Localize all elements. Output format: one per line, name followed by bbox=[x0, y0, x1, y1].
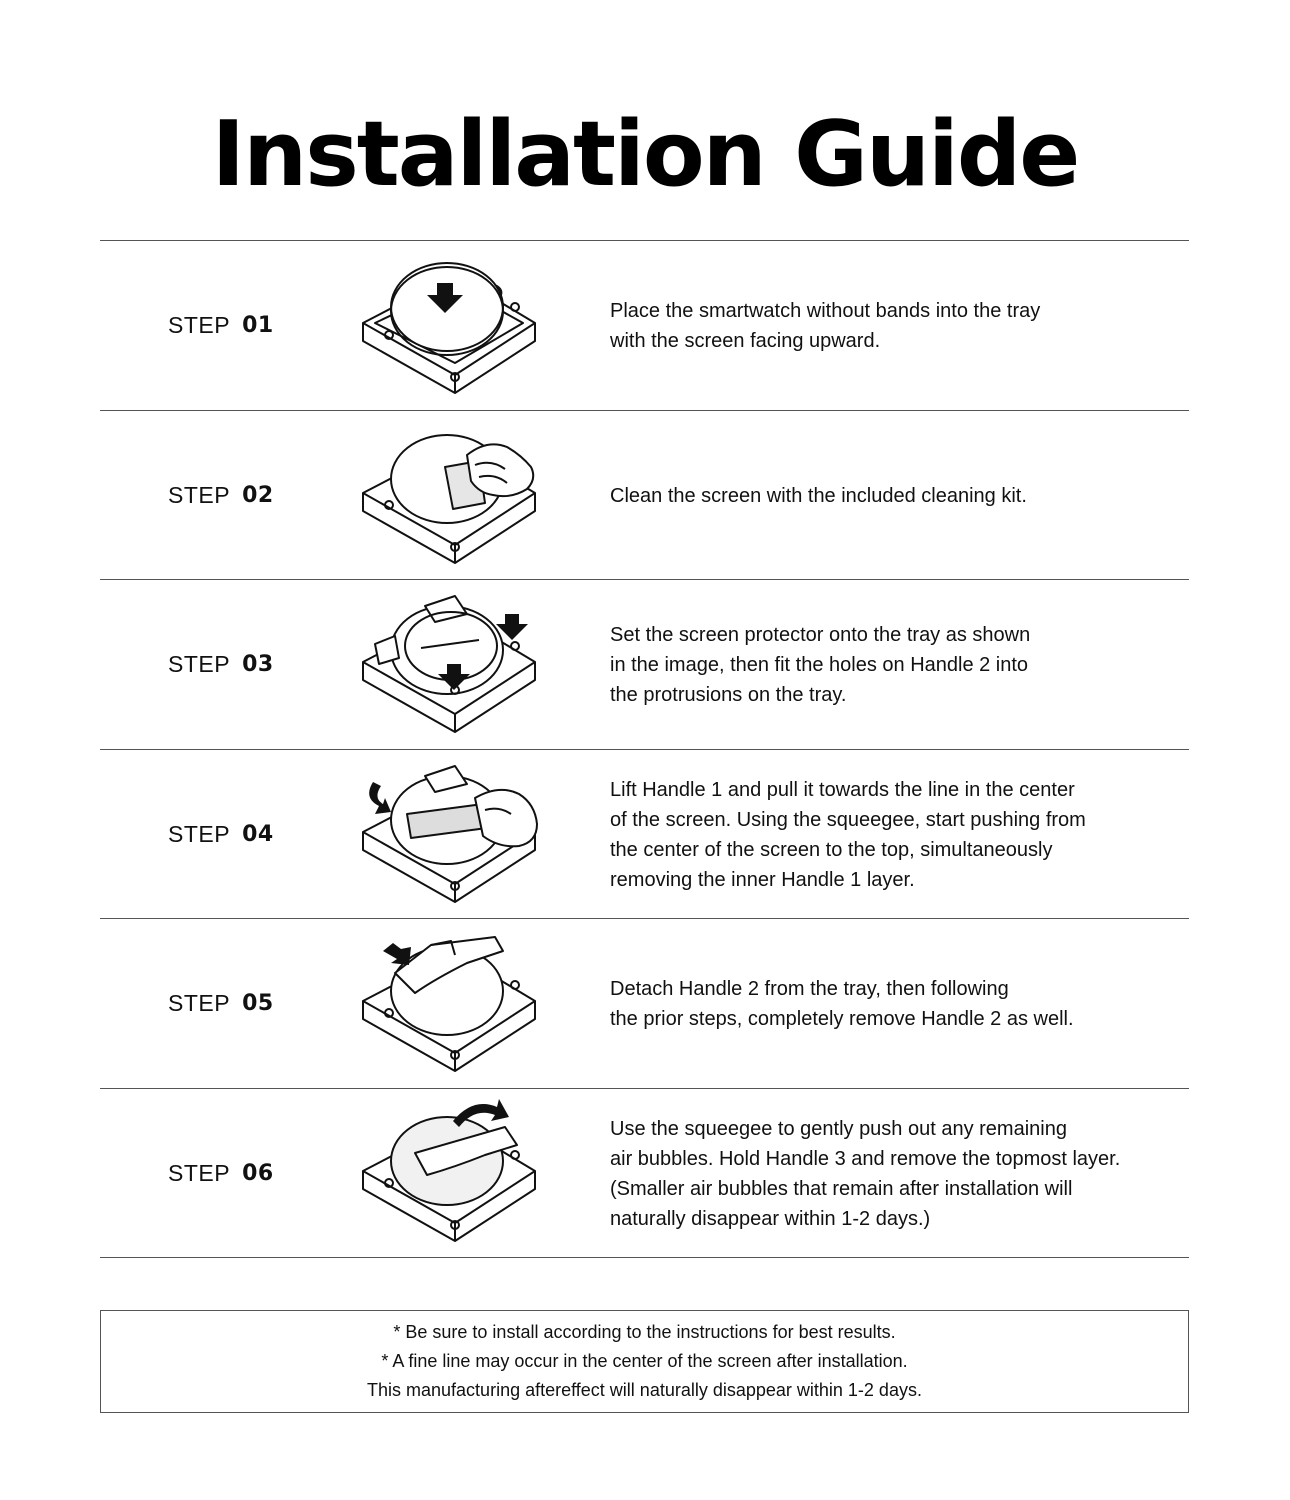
step-label bbox=[168, 1089, 274, 1258]
step-label bbox=[168, 580, 274, 749]
step-06 bbox=[100, 1089, 1189, 1258]
step-word: STEP bbox=[168, 1160, 231, 1186]
step-03 bbox=[100, 580, 1189, 749]
cleaning-hand-icon bbox=[355, 415, 545, 575]
note-line: * Be sure to install according to the instructions for best results. bbox=[393, 1322, 896, 1342]
step-description: Use the squeegee to gently push out any remaining air bubbles. Hold Handle 3 and remove the topmost layer. (Smaller air bubbles that remain after installation will naturally disappear within 1-2 days.) bbox=[610, 1117, 1121, 1230]
step-02 bbox=[100, 411, 1189, 580]
step-label bbox=[168, 411, 274, 580]
step-number: 01 bbox=[242, 313, 274, 338]
remove-top-layer-icon bbox=[355, 1093, 545, 1253]
protector-on-tray-icon bbox=[355, 584, 545, 744]
step-04 bbox=[100, 750, 1189, 919]
note-line: This manufacturing aftereffect will naturally disappear within 1-2 days. bbox=[367, 1380, 922, 1400]
step-label bbox=[168, 241, 274, 410]
notes-box bbox=[100, 1310, 1189, 1413]
watch-in-tray-down-arrow-icon bbox=[355, 245, 545, 405]
step-word: STEP bbox=[168, 482, 231, 508]
step-number: 05 bbox=[242, 991, 274, 1016]
step-description: Detach Handle 2 from the tray, then following the prior steps, completely remove Handle 2 as well. bbox=[610, 977, 1074, 1030]
step-word: STEP bbox=[168, 821, 231, 847]
note-line: * A fine line may occur in the center of the screen after installation. bbox=[381, 1351, 908, 1371]
step-word: STEP bbox=[168, 651, 231, 677]
step-05 bbox=[100, 919, 1189, 1088]
divider bbox=[100, 1257, 1189, 1258]
step-description: Clean the screen with the included cleaning kit. bbox=[610, 484, 1027, 507]
step-label bbox=[168, 919, 274, 1088]
step-number: 04 bbox=[242, 822, 274, 847]
step-number: 02 bbox=[242, 483, 274, 508]
step-description: Set the screen protector onto the tray as shown in the image, then fit the holes on Handle 2 into the protrusions on the tray. bbox=[610, 623, 1031, 706]
step-description: Lift Handle 1 and pull it towards the line in the center of the screen. Using the squeegee, start pushing from the center of the screen to the top, simultaneously removing the inner Handle 1 layer. bbox=[610, 778, 1086, 891]
detach-handle-icon bbox=[355, 923, 545, 1083]
step-word: STEP bbox=[168, 312, 231, 338]
page-title: Installation Guide bbox=[211, 102, 1079, 207]
lift-handle-squeegee-icon bbox=[355, 754, 545, 914]
step-label bbox=[168, 750, 274, 919]
step-number: 06 bbox=[242, 1161, 274, 1186]
step-description: Place the smartwatch without bands into the tray with the screen facing upward. bbox=[610, 299, 1041, 352]
step-01 bbox=[100, 241, 1189, 410]
step-number: 03 bbox=[242, 652, 274, 677]
step-word: STEP bbox=[168, 990, 231, 1016]
